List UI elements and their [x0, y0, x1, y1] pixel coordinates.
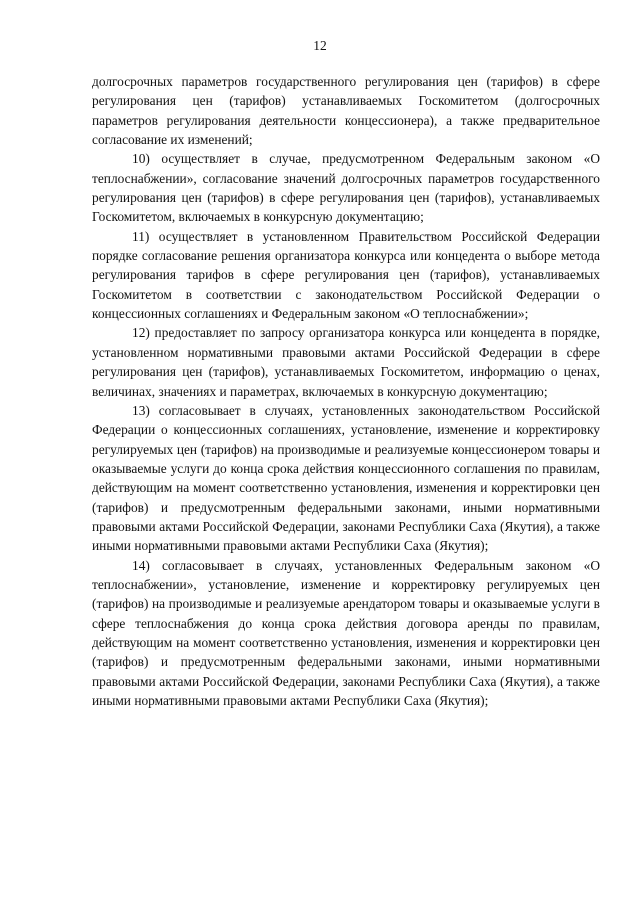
paragraph-continuation: долгосрочных параметров государственного регулирования цен (тарифов) в сфере регулирования цен (тарифов) устанавливаемых Госкомитетом (долгосрочных параметров регулирования деятельности концессионера), а также предварительное согласование их изменений;: [92, 74, 600, 148]
paragraph-item-10: 10) осуществляет в случае, предусмотренном Федеральным законом «О теплоснабжении», согласование значений долгосрочных параметров государственного регулирования цен (тарифов) в сфере регулирования цен (тарифов), устанавливаемых Госкомитетом, включаемых в конкурсную документацию;: [92, 151, 600, 225]
page-number: 12: [313, 38, 327, 53]
paragraph-item-14: 14) согласовывает в случаях, установленных Федеральным законом «О теплоснабжении», установление, изменение и корректировку регулируемых цен (тарифов) на производимые и реализуемые арендатором товары и оказываемые услуги в сфере теплоснабжения до конца срока действия договора аренды по правилам, действующим на момент соответственно установления, изменения и корректировки цен (тарифов) и предусмотренным федеральными законами, иными нормативными правовыми актами Российской Федерации, законами Республики Саха (Якутия), а также иными нормативными правовыми актами Республики Саха (Якутия);: [92, 557, 600, 708]
paragraph-item-13: 13) согласовывает в случаях, установленных законодательством Российской Федерации о концессионных соглашениях, установление, изменение и корректировку регулируемых цен (тарифов) на производимые и реализуемые концессионером товары и оказываемые услуги до конца срока действия концессионного соглашения по правилам, действующим на момент соответственно установления, изменения и корректировки цен (тарифов) и предусмотренным федеральными законами, иными нормативными правовыми актами Российской Федерации, законами Республики Саха (Якутия), а также иными нормативными правовыми актами Республики Саха (Якутия);: [92, 402, 600, 554]
document-body: [92, 72, 600, 710]
paragraph-item-12: 12) предоставляет по запросу организатора конкурса или концедента в порядке, установленном нормативными правовыми актами Российской Федерации в сфере регулирования цен (тарифов), устанавливаемых Госкомитетом, информацию о ценах, величинах, значениях и параметрах, включаемых в конкурсную документацию;: [92, 325, 600, 399]
paragraph-item-11: 11) осуществляет в установленном Правительством Российской Федерации порядке согласование решения организатора конкурса или концедента о выборе метода регулирования тарифов в сфере регулирования цен (тарифов), устанавливаемых Госкомитетом в соответствии с законодательством Российской Федерации о концессионных соглашениях и Федеральным законом «О теплоснабжении»;: [92, 228, 600, 322]
